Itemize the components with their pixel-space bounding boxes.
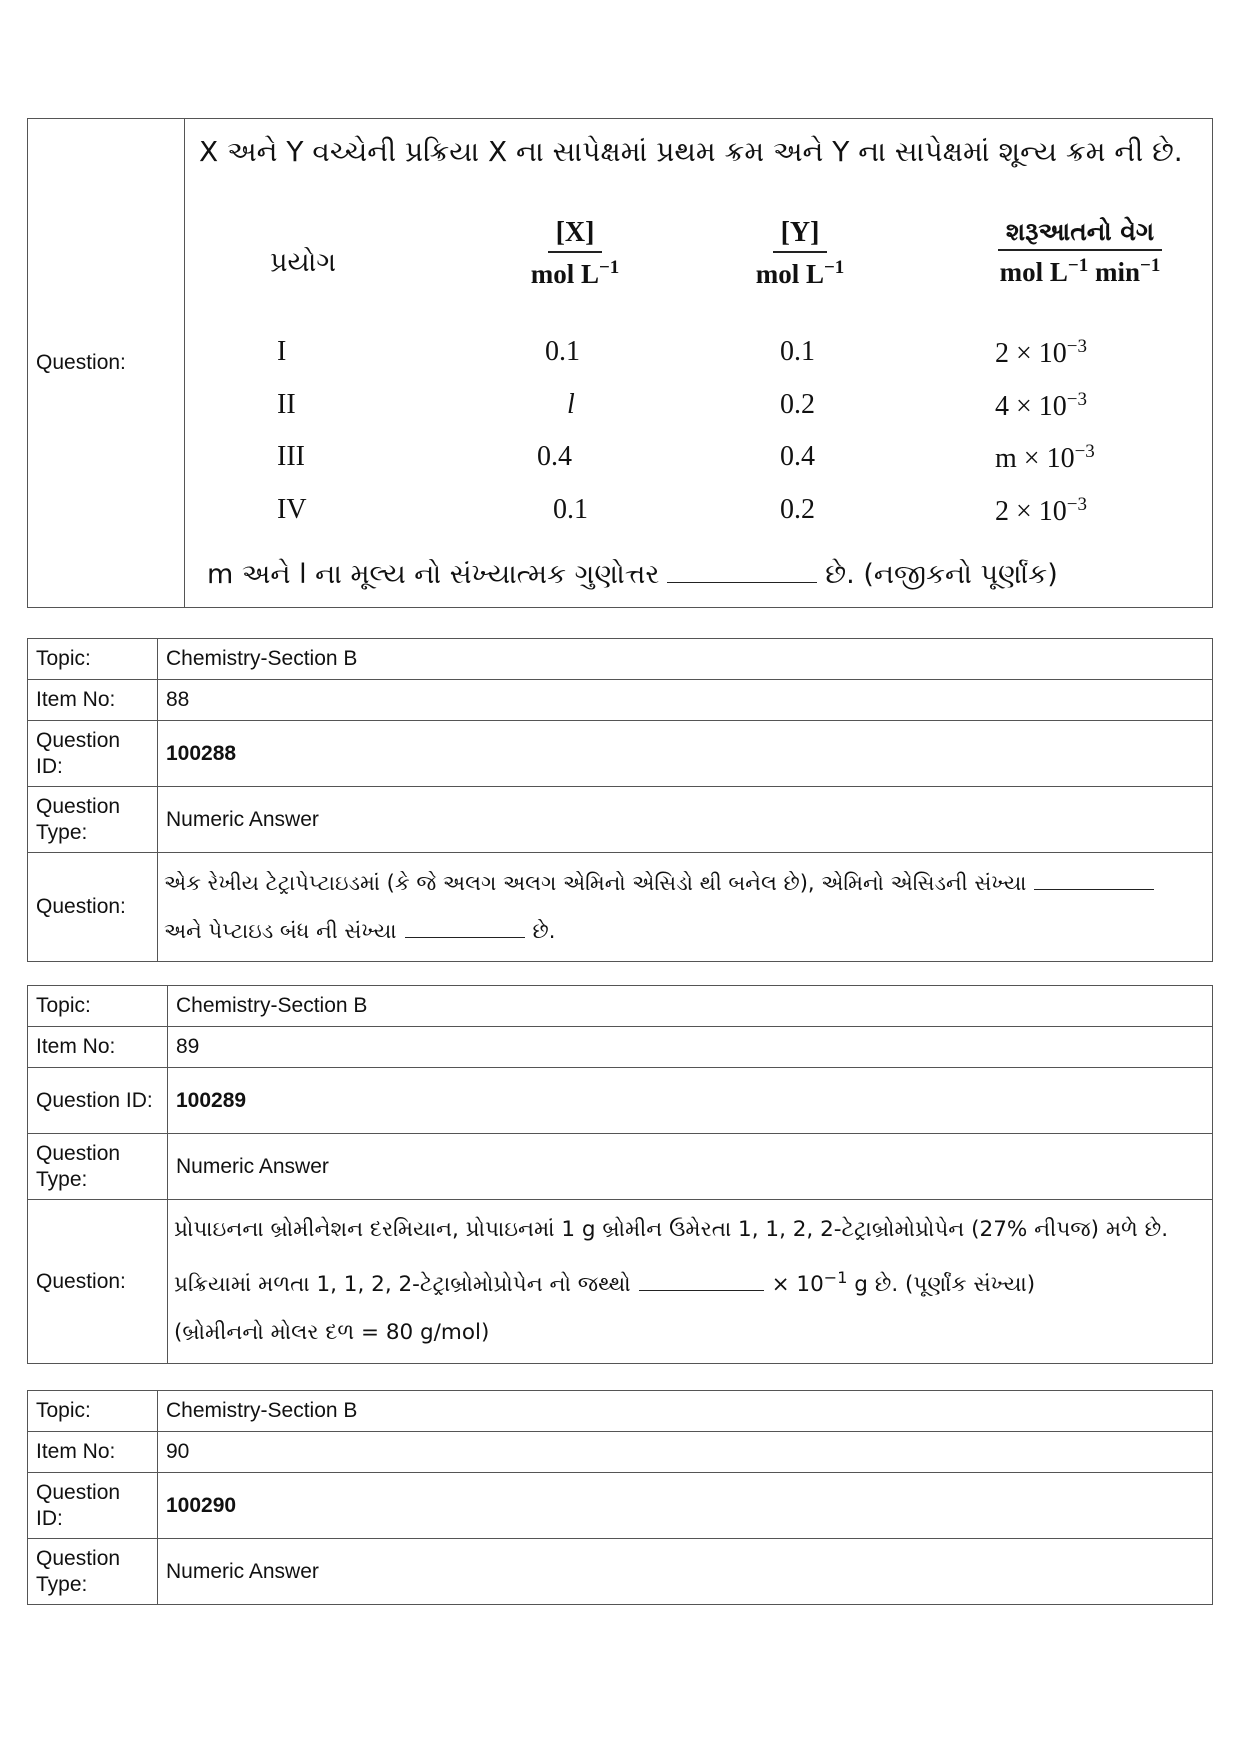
topic-value: Chemistry-Section B: [158, 639, 1213, 680]
question-footer: m અને l ના મૂલ્ય નો સંખ્યાત્મક ગુણોત્તર છે. (નજીકનો પૂર્ણાંક): [207, 559, 1058, 590]
row1-y: 0.1: [780, 336, 815, 367]
item-no-label: Item No:: [28, 1027, 168, 1068]
question-id-value: 100288: [158, 721, 1213, 787]
header-x: [515, 217, 635, 290]
item-no-label: Item No:: [28, 1432, 158, 1473]
question-89-table: [27, 985, 1213, 1364]
topic-label: Topic:: [28, 1391, 158, 1432]
question-type-label: Question Type:: [28, 1134, 168, 1200]
item-no-label: Item No:: [28, 680, 158, 721]
topic-value: Chemistry-Section B: [158, 1391, 1213, 1432]
header-rate-num: શરૂઆતનો વેગ: [998, 217, 1162, 251]
row4-x: 0.1: [553, 494, 588, 525]
question-89-text: પ્રોપાઇનના બ્રોમીનેશન દરમિયાન, પ્રોપાઇનમાં 1 g બ્રોમીન ઉમેરતા 1, 1, 2, 2-ટેટ્રાબ્રોમોપ્રોપેન (27% નીપજ) મળે છે. પ્રક્રિયામાં મળતા 1, 1, 2, 2-ટેટ્રાબ્રોમોપ્રોપેન નો જથ્થો × $10^{-1}$ g છે. (પૂર્ણાંક સંખ્યા) (બ્રોમીનનો મોલર દળ = 80 g/mol): [168, 1200, 1213, 1364]
question-label: Question:: [28, 119, 185, 608]
header-x-num: [X]: [548, 217, 603, 253]
question-id-label: Question ID:: [28, 1068, 168, 1134]
topic-label: Topic:: [28, 639, 158, 680]
item-no-value: 88: [158, 680, 1213, 721]
row1-x: 0.1: [545, 336, 580, 367]
question-88-text: એક રેખીય ટેટ્રાપેપ્ટાઇડમાં (કે જે અલગ અલગ એમિનો એસિડો થી બનેલ છે), એમિનો એસિડની સંખ્યા અને પેપ્ટાઇડ બંધ ની સંખ્યા છે.: [158, 853, 1213, 962]
header-y: [740, 217, 860, 290]
question-statement: X અને Y વચ્ચેની પ્રક્રિયા X ના સાપેક્ષમાં પ્રથમ ક્રમ અને Y ના સાપેક્ષમાં શૂન્ય ક્રમ ની છે.: [199, 135, 1183, 168]
row3-x: 0.4: [537, 441, 572, 472]
row2-exp: II: [277, 389, 296, 420]
answer-blank: [639, 1289, 764, 1291]
item-no-value: 89: [168, 1027, 1213, 1068]
question-id-label: Question ID:: [28, 1473, 158, 1539]
row1-rate: $2 \times 10^{-3}$: [995, 336, 1088, 369]
answer-blank-1: [1034, 888, 1154, 890]
answer-blank-2: [405, 936, 525, 938]
row3-y: 0.4: [780, 441, 815, 472]
header-rate-unit: mol $L^{-1}$ $\min^{-1}$: [999, 255, 1161, 287]
header-experiment: પ્રયોગ: [270, 247, 337, 277]
header-y-unit: mol $L^{-1}$: [755, 257, 845, 289]
question-id-value: 100290: [158, 1473, 1213, 1539]
question-type-label: Question Type:: [28, 787, 158, 853]
question-87-body: [185, 119, 1212, 607]
question-label: Question:: [28, 853, 158, 962]
question-87-table: [27, 118, 1213, 608]
item-no-value: 90: [158, 1432, 1213, 1473]
question-id-label: Question ID:: [28, 721, 158, 787]
header-y-num: [Y]: [773, 217, 828, 253]
question-90-table: [27, 1390, 1213, 1605]
question-label: Question:: [28, 1200, 168, 1364]
question-88-table: [27, 638, 1213, 962]
row3-exp: III: [277, 441, 305, 472]
question-type-label: Question Type:: [28, 1539, 158, 1605]
row4-rate: $2 \times 10^{-3}$: [995, 494, 1088, 527]
row4-y: 0.2: [780, 494, 815, 525]
row4-exp: IV: [277, 494, 307, 525]
question-type-value: Numeric Answer: [168, 1134, 1213, 1200]
topic-value: Chemistry-Section B: [168, 986, 1213, 1027]
row2-y: 0.2: [780, 389, 815, 420]
answer-blank: [667, 581, 817, 583]
row3-rate: $m \times 10^{-3}$: [995, 441, 1095, 474]
question-type-value: Numeric Answer: [158, 1539, 1213, 1605]
row2-x: l: [567, 389, 575, 420]
header-x-unit: mol $L^{-1}$: [530, 257, 620, 289]
question-id-value: 100289: [168, 1068, 1213, 1134]
header-rate: [975, 217, 1185, 288]
row2-rate: $4 \times 10^{-3}$: [995, 389, 1088, 422]
question-type-value: Numeric Answer: [158, 787, 1213, 853]
row1-exp: I: [277, 336, 287, 367]
topic-label: Topic:: [28, 986, 168, 1027]
